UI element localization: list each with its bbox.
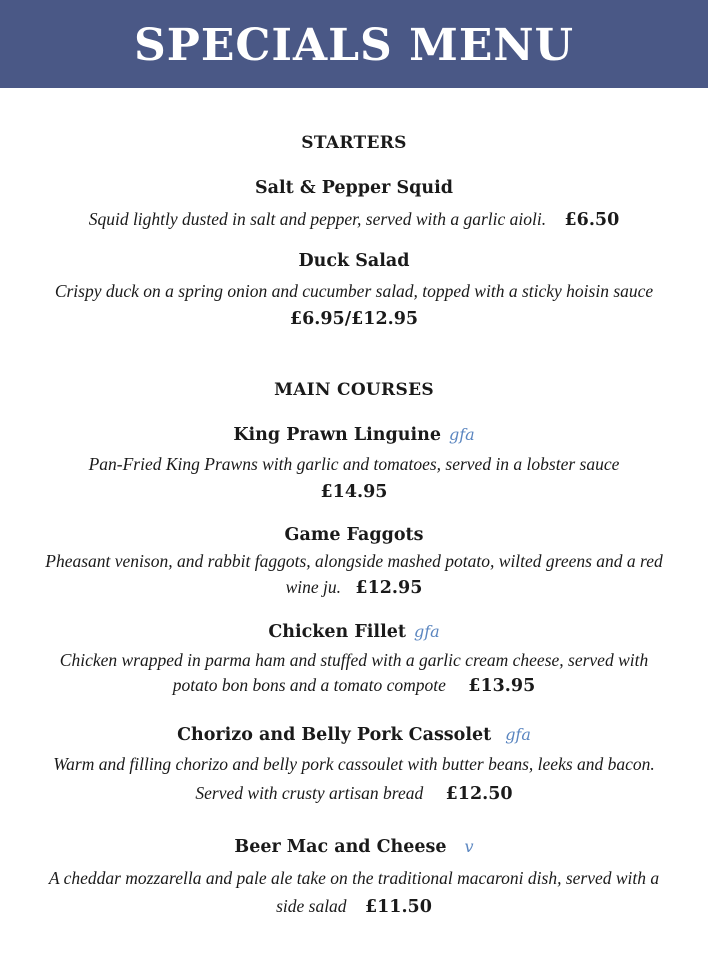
dish-desc-game-faggots-line1: Pheasant venison, and rabbit faggots, alongside mashed potato, wilted greens and a red — [45, 551, 663, 571]
dish-name-game-faggots: Game Faggots — [284, 525, 424, 545]
dish-name-chorizo-cassolet — [0, 725, 708, 745]
dish-description: wine ju. — [285, 577, 342, 597]
dish-price-duck-salad: £6.95/£12.95 — [289, 309, 419, 329]
dish-name-beer-mac-cheese — [0, 837, 708, 857]
menu-title: SPECIALS MENU — [133, 19, 574, 71]
dish-price-king-prawn-linguine: £14.95 — [320, 482, 388, 502]
dish-desc-beer-mac-cheese-line2 — [0, 894, 708, 919]
dish-desc-salt-pepper-squid — [0, 207, 708, 232]
dish-desc-chorizo-cassolet-line2 — [0, 781, 708, 806]
dish-desc-chicken-fillet-line1: Chicken wrapped in parma ham and stuffed with a garlic cream cheese, served with — [59, 650, 649, 670]
dish-desc-chicken-fillet-line2 — [0, 673, 708, 698]
dish-desc-chorizo-cassolet-line1: Warm and filling chorizo and belly pork cassoulet with butter beans, leeks and bacon. — [53, 754, 655, 774]
dish-desc-beer-mac-cheese-line1: A cheddar mozzarella and pale ale take on the traditional macaroni dish, served with a — [48, 868, 660, 888]
dish-description: potato bon bons and a tomato compote — [172, 675, 446, 695]
mains-heading: MAIN COURSES — [274, 380, 434, 400]
header-banner — [0, 0, 708, 88]
dish-name-salt-pepper-squid: Salt & Pepper Squid — [255, 178, 453, 198]
gfa-tag: gfa — [448, 425, 475, 444]
dish-description: side salad — [276, 896, 347, 916]
dish-name-king-prawn-linguine — [0, 425, 708, 445]
dish-name-text: Chorizo and Belly Pork Cassolet — [177, 725, 492, 745]
dish-desc-game-faggots-line2 — [0, 575, 708, 600]
dish-name-text: Beer Mac and Cheese — [234, 837, 447, 857]
dish-price: £11.50 — [364, 897, 432, 917]
dish-price: £6.50 — [564, 210, 620, 230]
dish-description: Served with crusty artisan bread — [195, 783, 424, 803]
dish-name-text: Chicken Fillet — [268, 622, 406, 642]
dish-desc-king-prawn-linguine: Pan-Fried King Prawns with garlic and tomatoes, served in a lobster sauce — [88, 454, 620, 474]
dish-price: £12.50 — [445, 784, 513, 804]
vegetarian-tag: v — [464, 837, 474, 856]
menu-content — [0, 88, 708, 960]
dish-desc-duck-salad: Crispy duck on a spring onion and cucumber salad, topped with a sticky hoisin sauce — [54, 281, 654, 301]
dish-name-text: King Prawn Linguine — [233, 425, 441, 445]
gfa-tag: gfa — [505, 725, 531, 744]
gfa-tag: gfa — [413, 622, 440, 641]
dish-description: Squid lightly dusted in salt and pepper, served with a garlic aioli. — [88, 209, 547, 229]
dish-price: £13.95 — [468, 676, 536, 696]
dish-name-duck-salad: Duck Salad — [298, 251, 410, 271]
starters-heading: STARTERS — [301, 133, 407, 153]
dish-price: £12.95 — [355, 578, 423, 598]
dish-name-chicken-fillet — [0, 622, 708, 642]
